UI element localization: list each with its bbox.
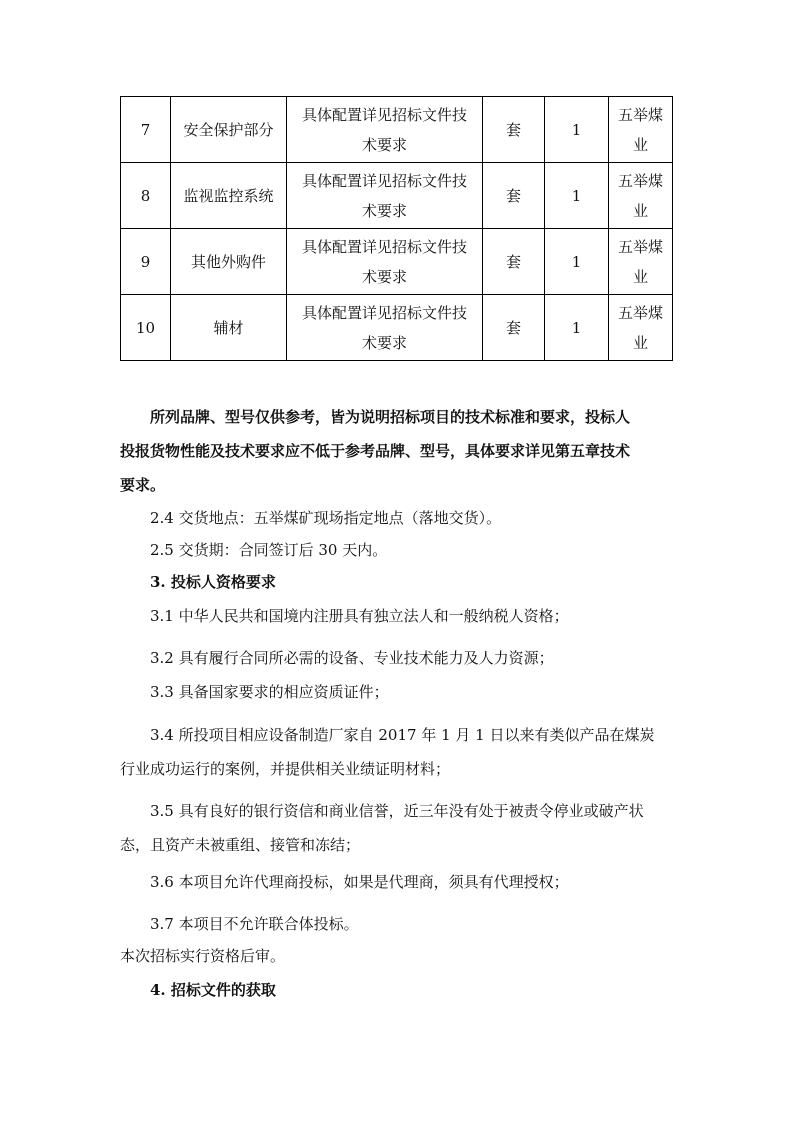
requirement-line: 态，且资产未被重组、接管和冻结；	[120, 836, 361, 854]
user-line: 业	[632, 135, 648, 154]
requirement-3-4	[120, 718, 672, 786]
item-name: 其他外购件	[171, 229, 287, 295]
spec-line: 具体配置详见招标文件技	[301, 303, 467, 322]
spec-line: 术要求	[361, 267, 407, 286]
table-row	[121, 163, 673, 229]
delivery-time: 2.5 交货期：合同签订后 30 天内。	[150, 541, 388, 559]
requirement-line: 3.5 具有良好的银行资信和商业信誉，近三年没有处于被责令停业或破产状	[150, 802, 644, 820]
item-user	[609, 163, 673, 229]
user-line: 五举煤	[617, 303, 663, 322]
user-line: 五举煤	[617, 105, 663, 124]
item-spec	[287, 97, 483, 163]
item-unit: 套	[483, 97, 545, 163]
section-3-heading: 3. 投标人资格要求	[150, 573, 276, 591]
spec-line: 具体配置详见招标文件技	[301, 105, 467, 124]
item-user	[609, 97, 673, 163]
delivery-place: 2.4 交货地点：五举煤矿现场指定地点（落地交货）。	[150, 509, 502, 527]
requirement-3-7: 3.7 本项目不允许联合体投标。	[150, 915, 359, 933]
notice-line: 要求。	[120, 476, 166, 494]
item-spec	[287, 163, 483, 229]
user-line: 业	[632, 267, 648, 286]
requirement-3-2: 3.2 具有履行合同所必需的设备、专业技术能力及人力资源；	[150, 649, 554, 667]
user-line: 业	[632, 201, 648, 220]
user-line: 业	[632, 333, 648, 352]
item-name: 安全保护部分	[171, 97, 287, 163]
table-row	[121, 97, 673, 163]
item-unit: 套	[483, 295, 545, 361]
requirement-3-5	[120, 794, 672, 862]
brand-notice	[120, 400, 672, 502]
spec-line: 术要求	[361, 135, 407, 154]
row-number: 10	[121, 295, 171, 361]
row-number: 9	[121, 229, 171, 295]
item-quantity: 1	[545, 163, 609, 229]
requirement-3-3: 3.3 具备国家要求的相应资质证件；	[150, 683, 389, 701]
requirement-3-1: 3.1 中华人民共和国境内注册具有独立法人和一般纳税人资格；	[150, 607, 569, 625]
item-user	[609, 229, 673, 295]
spec-line: 具体配置详见招标文件技	[301, 171, 467, 190]
user-line: 五举煤	[617, 171, 663, 190]
item-quantity: 1	[545, 229, 609, 295]
item-user	[609, 295, 673, 361]
section-4-heading: 4. 招标文件的获取	[150, 981, 276, 999]
user-line: 五举煤	[617, 237, 663, 256]
equipment-table	[120, 96, 673, 361]
item-unit: 套	[483, 163, 545, 229]
table-row	[121, 229, 673, 295]
spec-line: 具体配置详见招标文件技	[301, 237, 467, 256]
requirement-3-6: 3.6 本项目允许代理商投标，如果是代理商，须具有代理授权；	[150, 873, 569, 891]
spec-line: 术要求	[361, 333, 407, 352]
requirement-line: 行业成功运行的案例，并提供相关业绩证明材料；	[120, 760, 451, 778]
notice-line: 所列品牌、型号仅供参考，皆为说明招标项目的技术标准和要求，投标人	[150, 408, 631, 426]
item-quantity: 1	[545, 295, 609, 361]
row-number: 7	[121, 97, 171, 163]
requirement-line: 3.4 所投项目相应设备制造厂家自 2017 年 1 月 1 日以来有类似产品在煤炭	[150, 726, 655, 744]
item-spec	[287, 229, 483, 295]
notice-line: 投报货物性能及技术要求应不低于参考品牌、型号，具体要求详见第五章技术	[120, 442, 631, 460]
row-number: 8	[121, 163, 171, 229]
post-qualification-note: 本次招标实行资格后审。	[120, 947, 286, 965]
item-name: 监视监控系统	[171, 163, 287, 229]
item-unit: 套	[483, 229, 545, 295]
item-name: 辅材	[171, 295, 287, 361]
spec-line: 术要求	[361, 201, 407, 220]
item-spec	[287, 295, 483, 361]
item-quantity: 1	[545, 97, 609, 163]
table-row	[121, 295, 673, 361]
